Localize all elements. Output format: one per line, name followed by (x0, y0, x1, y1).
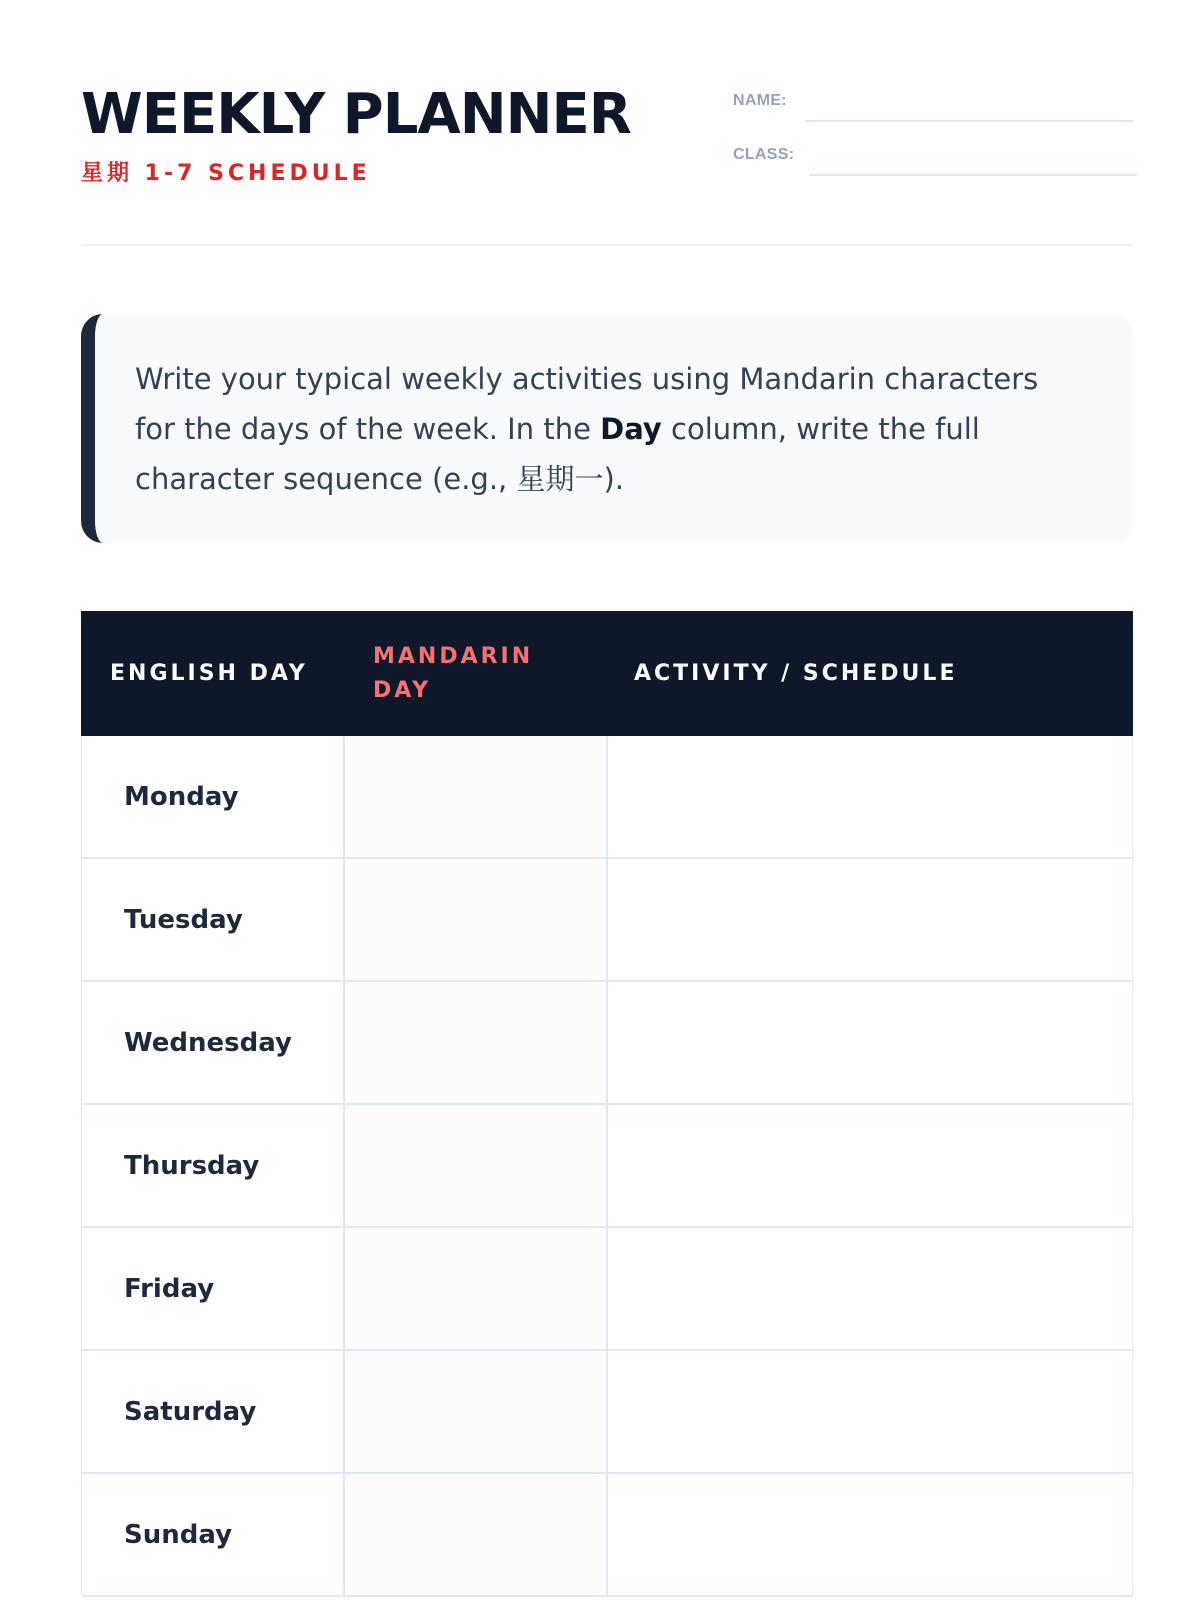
table-body (81, 736, 1133, 1597)
table-row (82, 736, 1132, 859)
english-day-cell: Tuesday (82, 859, 345, 980)
name-label: NAME: (733, 92, 787, 109)
page-subtitle: 星期 1-7 SCHEDULE (81, 161, 371, 186)
table-row (82, 1351, 1132, 1474)
instructions-box (81, 314, 1133, 543)
mandarin-day-cell[interactable] (345, 736, 608, 857)
mandarin-day-cell[interactable] (345, 1474, 608, 1595)
activity-cell[interactable] (608, 1105, 1132, 1226)
instructions-text-after: column, write the full character sequence (e.g., 星期一). (135, 412, 980, 496)
table-row (82, 1228, 1132, 1351)
english-day-cell: Sunday (82, 1474, 345, 1595)
english-day-cell: Saturday (82, 1351, 345, 1472)
activity-cell[interactable] (608, 1228, 1132, 1349)
mandarin-day-cell[interactable] (345, 859, 608, 980)
header-activity: ACTIVITY / SCHEDULE (634, 660, 958, 686)
page-header (81, 0, 1133, 246)
header-mandarin-day: MANDARIN DAY (373, 643, 534, 703)
activity-cell[interactable] (608, 736, 1132, 857)
class-field[interactable] (733, 136, 1133, 176)
english-day-cell: Thursday (82, 1105, 345, 1226)
header-english-day: ENGLISH DAY (110, 660, 308, 686)
schedule-table (81, 611, 1133, 1597)
mandarin-day-cell[interactable] (345, 1351, 608, 1472)
table-header-row (81, 611, 1133, 736)
class-label: CLASS: (733, 146, 795, 163)
page-title: WEEKLY PLANNER (81, 82, 631, 147)
class-write-line[interactable] (809, 174, 1137, 176)
mandarin-day-cell[interactable] (345, 1228, 608, 1349)
mandarin-day-cell[interactable] (345, 1105, 608, 1226)
table-row (82, 982, 1132, 1105)
name-field[interactable] (733, 82, 1133, 122)
activity-cell[interactable] (608, 982, 1132, 1103)
activity-cell[interactable] (608, 1474, 1132, 1595)
table-row (82, 1474, 1132, 1597)
worksheet-page (81, 0, 1133, 1550)
activity-cell[interactable] (608, 859, 1132, 980)
mandarin-day-cell[interactable] (345, 982, 608, 1103)
english-day-cell: Wednesday (82, 982, 345, 1103)
english-day-cell: Friday (82, 1228, 345, 1349)
name-write-line[interactable] (805, 120, 1133, 122)
english-day-cell: Monday (82, 736, 345, 857)
instructions-text-before: Write your typical weekly activities using Mandarin characters for the days of the week. In the (135, 362, 1039, 446)
table-row (82, 859, 1132, 982)
instructions-bold-day: Day (600, 412, 662, 446)
activity-cell[interactable] (608, 1351, 1132, 1472)
table-row (82, 1105, 1132, 1228)
